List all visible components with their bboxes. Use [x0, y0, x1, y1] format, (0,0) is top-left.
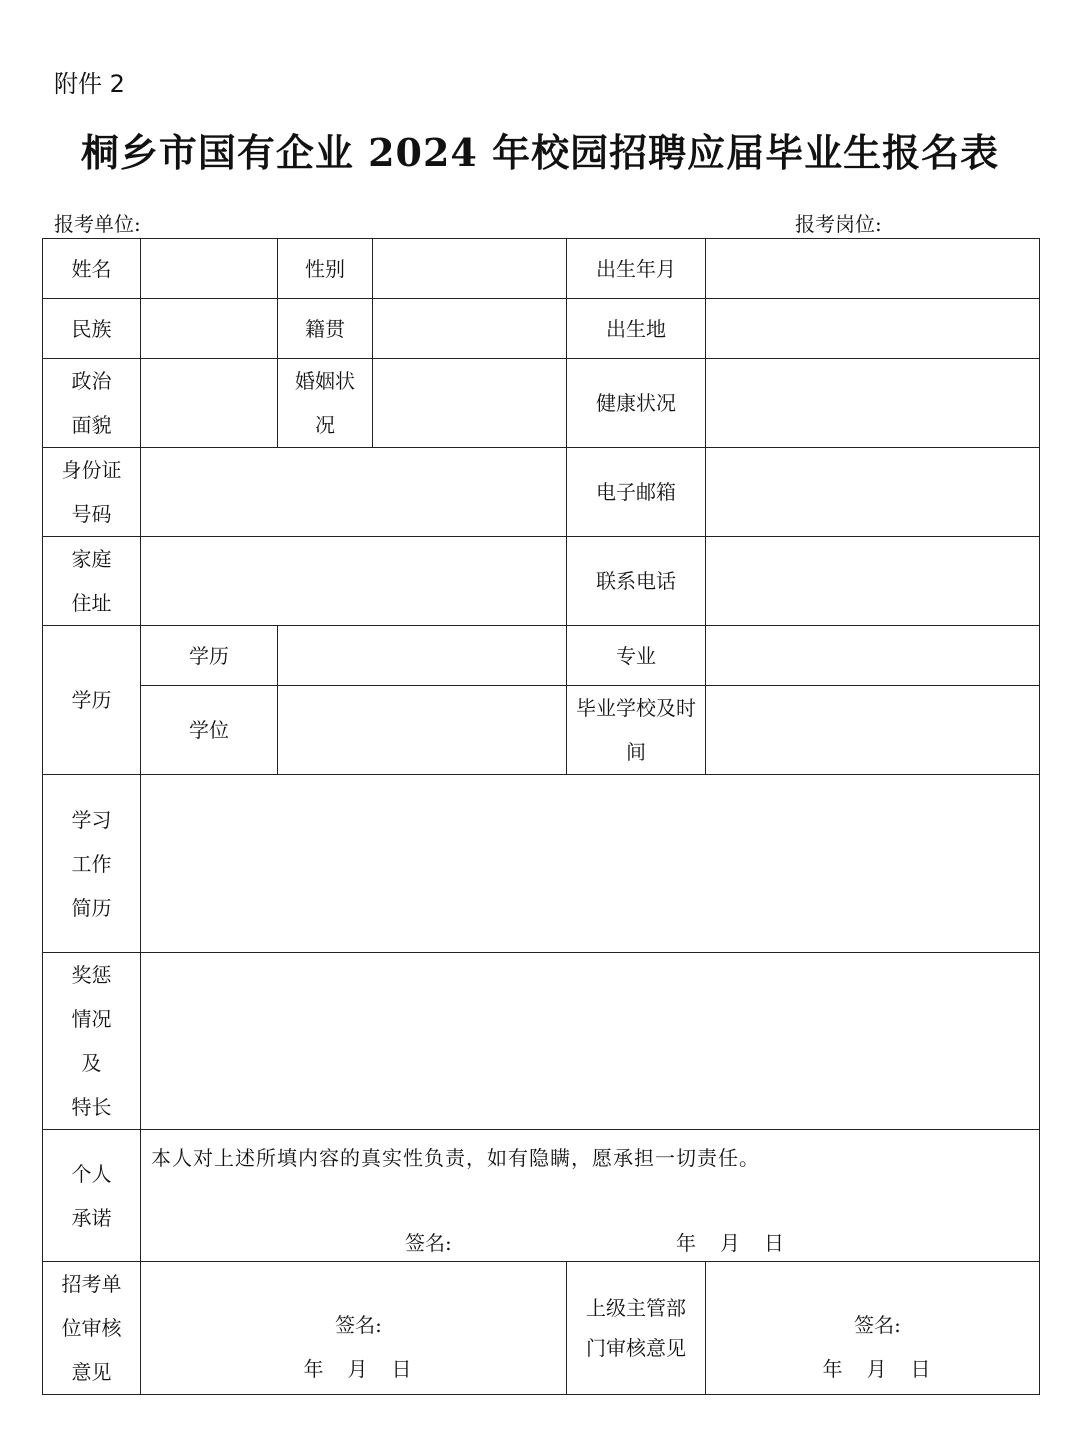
email-field[interactable] [706, 448, 1040, 537]
apply-position-label: 报考岗位: [795, 212, 882, 236]
awards-label [43, 953, 141, 1130]
name-label: 姓名 [43, 239, 141, 299]
awards-label-line4: 特长 [71, 1095, 112, 1119]
id-card-field[interactable] [141, 448, 567, 537]
birthplace-label: 出生地 [567, 299, 706, 359]
id-card-label-line2: 号码 [71, 502, 112, 526]
supervisor-review-date-label: 年 月 日 [822, 1357, 933, 1381]
political-status-label-line1: 政治 [71, 369, 112, 393]
form-title: 桐乡市国有企业 2024 年校园招聘应届毕业生报名表 [80, 130, 1000, 175]
id-card-label-line1: 身份证 [61, 458, 122, 482]
education-level-label: 学历 [141, 626, 278, 686]
health-field[interactable] [706, 359, 1040, 448]
birth-date-field[interactable] [706, 239, 1040, 299]
marital-status-label-line1: 婚姻状 [295, 369, 355, 393]
supervisor-review-label-line2: 门审核意见 [586, 1336, 686, 1360]
supervisor-review-sign-label: 签名: [854, 1313, 901, 1337]
home-address-label-line2: 住址 [71, 591, 112, 615]
awards-label-line2: 情况 [71, 1007, 112, 1031]
awards-label-line1: 奖惩 [71, 963, 112, 987]
promise-statement: 本人对上述所填内容的真实性负责，如有隐瞒，愿承担一切责任。 [151, 1146, 760, 1170]
awards-label-line3: 及 [81, 1051, 102, 1075]
school-time-label-line1: 毕业学校及时 [576, 696, 696, 720]
apply-unit-label: 报考单位: [54, 212, 141, 236]
promise-label [43, 1130, 141, 1262]
registration-form-table [42, 238, 1040, 1395]
political-status-field[interactable] [141, 359, 278, 448]
unit-review-label-line2: 位审核 [61, 1316, 122, 1340]
attachment-label: 附件 2 [54, 70, 125, 98]
school-time-label [567, 686, 706, 775]
unit-review-label-line1: 招考单 [61, 1272, 122, 1296]
gender-field[interactable] [373, 239, 567, 299]
resume-label-line3: 简历 [71, 895, 112, 920]
health-label: 健康状况 [567, 359, 706, 448]
gender-label: 性别 [278, 239, 373, 299]
native-place-label: 籍贯 [278, 299, 373, 359]
degree-field[interactable] [278, 686, 567, 775]
home-address-label-line1: 家庭 [71, 547, 112, 571]
promise-field[interactable] [141, 1130, 1040, 1262]
name-field[interactable] [141, 239, 278, 299]
political-status-label-line2: 面貌 [71, 413, 112, 437]
ethnic-label: 民族 [43, 299, 141, 359]
marital-status-field[interactable] [373, 359, 567, 448]
home-address-field[interactable] [141, 537, 567, 626]
supervisor-review-field[interactable] [706, 1262, 1040, 1395]
education-level-field[interactable] [278, 626, 567, 686]
id-card-label [43, 448, 141, 537]
unit-review-field[interactable] [141, 1262, 567, 1395]
promise-label-line2: 承诺 [71, 1205, 112, 1230]
education-section-label: 学历 [43, 626, 141, 775]
unit-review-date-label: 年 月 日 [303, 1357, 414, 1381]
major-label: 专业 [567, 626, 706, 686]
school-time-label-line2: 间 [626, 740, 646, 764]
unit-review-label-line3: 意见 [71, 1360, 112, 1384]
awards-field[interactable] [141, 953, 1040, 1130]
promise-date-label: 年 月 日 [676, 1231, 786, 1255]
school-time-field[interactable] [706, 686, 1040, 775]
birthplace-field[interactable] [706, 299, 1040, 359]
birth-date-label: 出生年月 [567, 239, 706, 299]
resume-label [43, 775, 141, 953]
marital-status-label-line2: 况 [315, 413, 335, 437]
phone-field[interactable] [706, 537, 1040, 626]
native-place-field[interactable] [373, 299, 567, 359]
email-label: 电子邮箱 [567, 448, 706, 537]
political-status-label [43, 359, 141, 448]
unit-review-label [43, 1262, 141, 1395]
resume-label-line2: 工作 [71, 851, 112, 876]
marital-status-label [278, 359, 373, 448]
supervisor-review-label-line1: 上级主管部 [586, 1296, 686, 1320]
major-field[interactable] [706, 626, 1040, 686]
resume-label-line1: 学习 [71, 807, 112, 832]
home-address-label [43, 537, 141, 626]
ethnic-field[interactable] [141, 299, 278, 359]
resume-field[interactable] [141, 775, 1040, 953]
promise-sign-label: 签名: [405, 1231, 452, 1255]
supervisor-review-label [567, 1262, 706, 1395]
promise-label-line1: 个人 [71, 1161, 112, 1186]
unit-review-sign-label: 签名: [335, 1313, 382, 1337]
degree-label: 学位 [141, 686, 278, 775]
phone-label: 联系电话 [567, 537, 706, 626]
